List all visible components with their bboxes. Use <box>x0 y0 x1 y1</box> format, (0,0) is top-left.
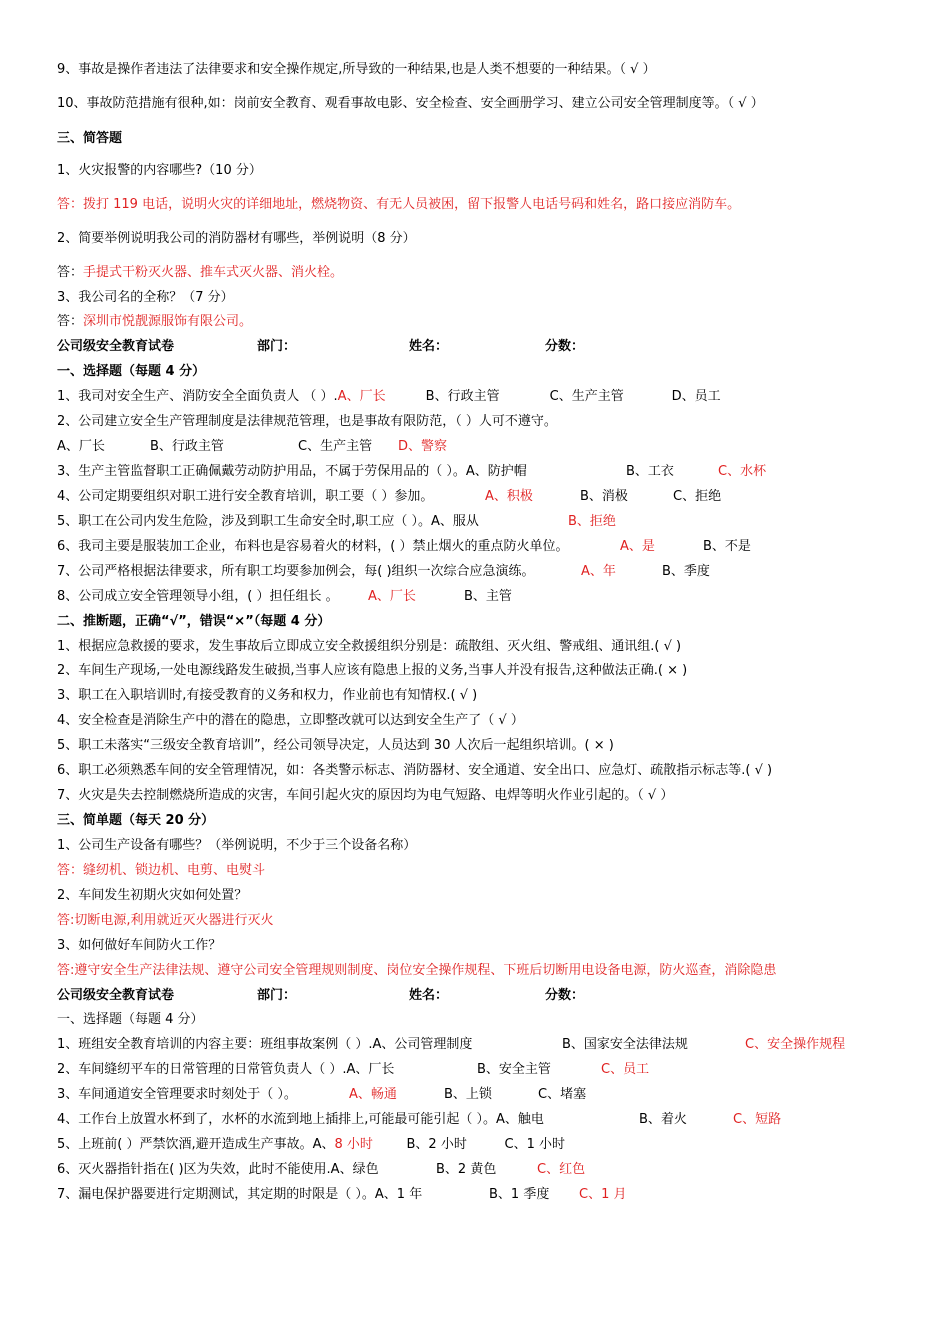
choice-q5: 5、职工在公司内发生危险，涉及到职工生命安全时,职工应（ ）。A、服从 B、拒绝 <box>57 514 616 529</box>
choice-q8: 8、公司成立安全管理领导小组，( ）担任组长 。 A、厂长 B、主管 <box>57 589 512 604</box>
exam-header <box>57 338 584 356</box>
exam-header <box>57 987 584 1005</box>
choice-q7: 7、公司严格根据法律要求，所有职工均要参加例会，每( )组织一次综合应急演练。 A、年 B、季度 <box>57 564 710 579</box>
judgement-3: 3、职工在入职培训时,有接受教育的义务和权力，作业前也有知情权.( √ ) <box>57 688 478 703</box>
judgement-1: 1、根据应急救援的要求，发生事故后立即成立安全救援组织分别是：疏散组、灭火组、警戒组、通讯组.( √ ) <box>57 639 682 654</box>
choice-q3: 3、生产主管监督职工正确佩戴劳动防护用品，不属于劳保用品的（ ）。A、防护帽 B、工衣 C、水杯 <box>57 464 767 479</box>
choice-q2: 2、公司建立安全生产管理制度是法律规范管理，也是事故有限防范，（ ）人可不遵守。 <box>57 414 557 429</box>
choice-q4: 4、公司定期要组织对职工进行安全教育培训，职工要（ ）参加。 A、积极 B、消极 C、拒绝 <box>57 489 722 504</box>
exam-title: 公司级安全教育试卷 <box>57 988 175 1003</box>
simple-answer-2: 答:切断电源,利用就近灭火器进行灭火 <box>57 913 274 928</box>
choice-q6: 6、我司主要是服装加工企业，布料也是容易着火的材料，( ）禁止烟火的重点防火单位。 A、是 B、不是 <box>57 539 751 554</box>
choice-q1: 1、我司对安全生产、消防安全全面负责人 （ ）.A、厂长 B、行政主管 C、生产主管 D、员工 <box>57 389 721 404</box>
answer-prefix: 答： <box>57 265 84 280</box>
answer-text: 深圳市悦靓源服饰有限公司。 <box>83 314 253 329</box>
short-question-1: 1、火灾报警的内容哪些?（10 分） <box>57 163 262 178</box>
exam-title: 公司级安全教育试卷 <box>57 339 175 354</box>
short-question-2: 2、简要举例说明我公司的消防器材有哪些，举例说明（8 分） <box>57 231 416 246</box>
dept-label: 部门： <box>257 339 297 354</box>
section-heading-choice: 一、选择题（每题 4 分） <box>57 364 206 379</box>
choice-q5: 5、上班前( ）严禁饮酒,避开造成生产事故。A、8 小时 B、2 小时 C、1 小时 <box>57 1137 565 1152</box>
short-answer-1: 答：拨打 119 电话，说明火灾的详细地址，燃烧物资、有无人员被困，留下报警人电话号码和姓名，路口接应消防车。 <box>57 197 741 212</box>
judgement-7: 7、火灾是失去控制燃烧所造成的灾害，车间引起火灾的原因均为电气短路、电焊等明火作业引起的。（ √ ） <box>57 788 674 803</box>
answer-prefix: 答： <box>57 314 84 329</box>
name-label: 姓名： <box>409 339 449 354</box>
choice-q2-options: A、厂长 B、行政主管 C、生产主管 D、警察 <box>57 439 448 454</box>
judgement-5: 5、职工未落实“三级安全教育培训”，经公司领导决定，人员达到 30 人次后一起组织培训。( × ) <box>57 738 614 753</box>
simple-question-2: 2、车间发生初期火灾如何处置？ <box>57 888 248 903</box>
answer-text: 手提式干粉灭火器、推车式灭火器、消火栓。 <box>83 265 344 280</box>
choice-q2: 2、车间缝纫平车的日常管理的日常管负责人（ ）.A、厂长 B、安全主管 C、员工 <box>57 1062 650 1077</box>
simple-question-1: 1、公司生产设备有哪些？（举例说明，不少于三个设备名称） <box>57 838 417 853</box>
section-heading-choice: 一、选择题（每题 4 分） <box>57 1012 204 1027</box>
choice-q6: 6、灭火器指针指在( )区为失效，此时不能使用.A、绿色 B、2 黄色 C、红色 <box>57 1162 586 1177</box>
choice-q3: 3、车间通道安全管理要求时刻处于（ ）。 A、畅通 B、上锁 C、堵塞 <box>57 1087 587 1102</box>
judgement-q10: 10、事故防范措施有很种,如：岗前安全教育、观看事故电影、安全检查、安全画册学习、建立公司安全管理制度等。（ √ ） <box>57 96 764 111</box>
dept-label: 部门： <box>257 988 297 1003</box>
simple-answer-3: 答:遵守安全生产法律法规、遵守公司安全管理规则制度、岗位安全操作规程、下班后切断用电设备电源，防火巡查，消除隐患 <box>57 963 777 978</box>
judgement-6: 6、职工必须熟悉车间的安全管理情况，如：各类警示标志、消防器材、安全通道、安全出口、应急灯、疏散指示标志等.( √ ) <box>57 763 773 778</box>
short-answer-2 <box>57 264 343 282</box>
section-heading-simple: 三、简单题（每天 20 分） <box>57 813 215 828</box>
section-heading-judgement: 二、推断题，正确“√”，错误“×”（每题 4 分） <box>57 614 331 629</box>
judgement-q9: 9、事故是操作者违法了法律要求和安全操作规定,所导致的一种结果,也是人类不想要的一种结果。（ √ ） <box>57 62 656 77</box>
choice-q7: 7、漏电保护器要进行定期测试，其定期的时限是（ ）。A、1 年 B、1 季度 C、1 月 <box>57 1187 627 1202</box>
short-question-3: 3、我公司名的全称？（7 分） <box>57 290 234 305</box>
simple-answer-1: 答：缝纫机、锁边机、电剪、电熨斗 <box>57 863 266 878</box>
section-heading-short-answer: 三、简答题 <box>57 131 123 146</box>
name-label: 姓名： <box>409 988 449 1003</box>
judgement-4: 4、安全检查是消除生产中的潜在的隐患，立即整改就可以达到安全生产了（ √ ） <box>57 713 524 728</box>
score-label: 分数： <box>545 339 585 354</box>
short-answer-3 <box>57 313 252 331</box>
choice-q1: 1、班组安全教育培训的内容主要：班组事故案例（ ）.A、公司管理制度 B、国家安全法律法规 C、安全操作规程 <box>57 1037 846 1052</box>
simple-question-3: 3、如何做好车间防火工作？ <box>57 938 222 953</box>
judgement-2: 2、车间生产现场,一处电源线路发生破损,当事人应该有隐患上报的义务,当事人并没有报告,这种做法正确.( × ) <box>57 663 688 678</box>
choice-q4: 4、工作台上放置水杯到了，水杯的水流到地上插排上,可能最可能引起（ ）。A、触电 B、着火 C、短路 <box>57 1112 782 1127</box>
score-label: 分数： <box>545 988 585 1003</box>
